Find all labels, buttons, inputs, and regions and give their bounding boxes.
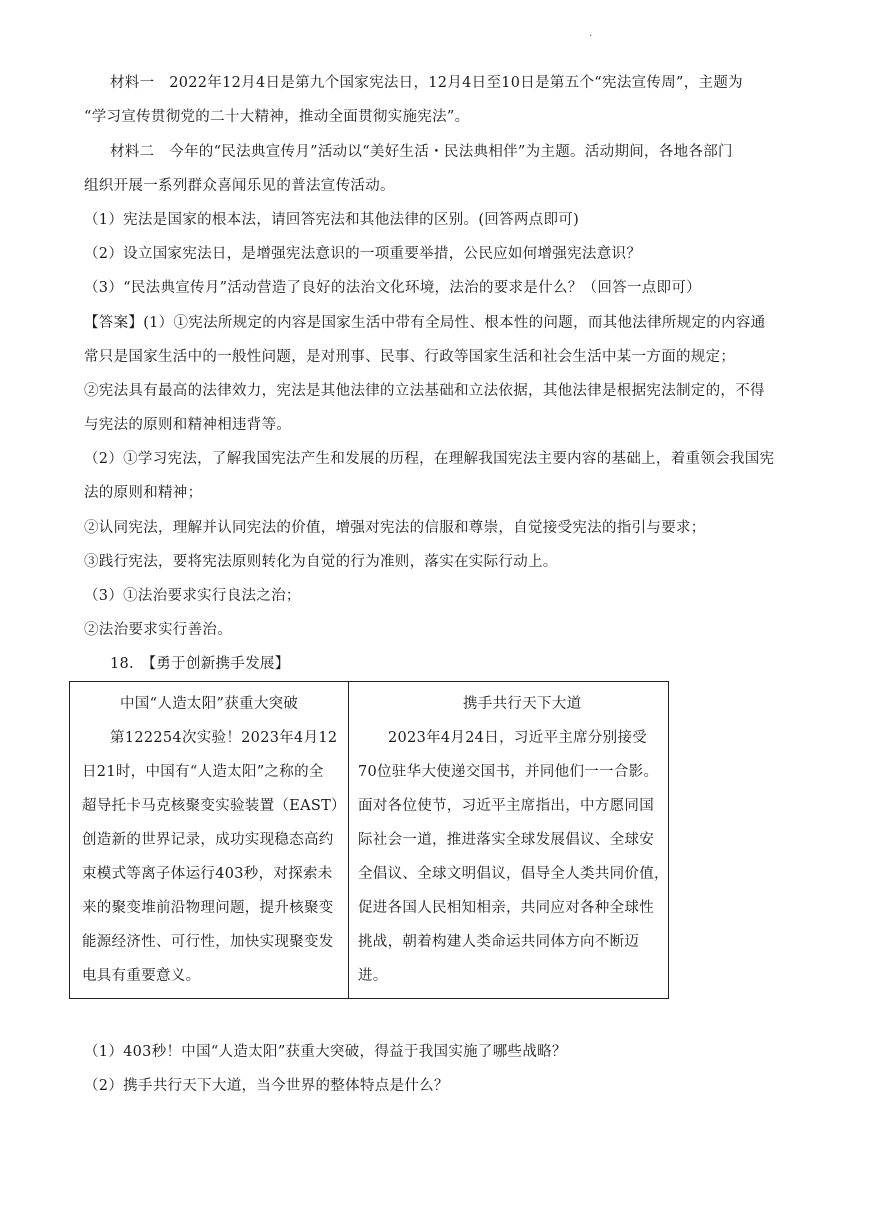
right-cell-title: 携手共行天下大道 [463, 696, 582, 712]
table-divider [348, 682, 349, 998]
answer-line: ②认同宪法，理解并认同宪法的价值，增强对宪法的信服和尊崇，自觉接受宪法的指引与要求； [84, 520, 706, 536]
q18-question: （1）403秒！中国“人造太阳”获重大突破，得益于我国实施了哪些战略？ [84, 1044, 567, 1060]
material-table [69, 681, 669, 999]
question-line: （1）宪法是国家的根本法，请回答宪法和其他法律的区别。(回答两点即可) [84, 212, 580, 228]
answer-line: ③践行宪法，要将宪法原则转化为自觉的行为准则，落实在实际行动上。 [84, 554, 558, 570]
left-cell-line: 日21时，中国有“人造太阳”之称的全 [82, 764, 324, 780]
left-cell-line: 超导托卡马克核聚变实验装置（EAST） [82, 798, 346, 814]
q18-title: 18. 【勇于创新携手发展】 [110, 656, 290, 672]
right-cell-line: 际社会一道，推进落实全球发展倡议、全球安 [358, 832, 654, 848]
answer-line: ②宪法具有最高的法律效力，宪法是其他法律的立法基础和立法依据，其他法律是根据宪法制定的，不得 [84, 383, 765, 399]
material1-line2: “学习宣传贯彻党的二十大精神，推动全面贯彻实施宪法”。 [84, 109, 470, 125]
material2-line1: 材料二 今年的“民法典宣传月”活动以“美好生活・民法典相伴”为主题。活动期间，各地各部门 [110, 144, 733, 160]
right-cell-line: 进。 [358, 968, 388, 984]
left-cell-line: 来的聚变堆前沿物理问题，提升核聚变 [82, 900, 334, 916]
right-cell-line: 挑战，朝着构建人类命运共同体方向不断迈 [358, 934, 640, 950]
question-line: （2）设立国家宪法日，是增强宪法意识的一项重要举措，公民应如何增强宪法意识？ [84, 246, 642, 262]
answer-line: （3）①法治要求实行良法之治； [84, 588, 301, 604]
answer-line: 与宪法的原则和精神相违背等。 [84, 417, 292, 433]
right-cell-line: 全倡议、全球文明倡议，倡导全人类共同价值， [358, 866, 669, 882]
answer-line: 法的原则和精神； [84, 485, 203, 501]
q18-question: （2）携手共行天下大道，当今世界的整体特点是什么？ [84, 1078, 449, 1094]
left-cell-line: 束模式等离子体运行403秒，对探索未 [82, 866, 333, 882]
right-cell-line: 70位驻华大使递交国书，并同他们一一合影。 [358, 764, 659, 780]
right-cell-line: 面对各位使节，习近平主席指出，中方愿同国 [358, 798, 654, 814]
left-cell-line: 能源经济性、可行性，加快实现聚变发 [82, 934, 334, 950]
left-cell-line: 电具有重要意义。 [82, 968, 201, 984]
answer-line: 【答案】(1）①宪法所规定的内容是国家生活中带有全局性、根本性的问题，而其他法律所规定的内容通 [84, 315, 766, 331]
question-line: （3）“民法典宣传月”活动营造了良好的法治文化环境，法治的要求是什么？（回答一点即可） [84, 280, 701, 296]
right-cell-line: 2023年4月24日，习近平主席分别接受 [388, 730, 648, 746]
material2-line2: 组织开展一系列群众喜闻乐见的普法宣传活动。 [84, 178, 395, 194]
left-cell-line: 第122254次实验！2023年4月12 [110, 730, 338, 746]
answer-line: 常只是国家生活中的一般性问题，是对刑事、民事、行政等国家生活和社会生活中某一方面的规定； [84, 349, 736, 365]
right-cell-line: 促进各国人民相知相亲，共同应对各种全球性 [358, 900, 654, 916]
answer-line: （2）①学习宪法，了解我国宪法产生和发展的历程，在理解我国宪法主要内容的基础上，着重领会我国宪 [84, 451, 775, 467]
material1-line1: 材料一 2022年12月4日是第九个国家宪法日，12月4日至10日是第五个“宪法宣传周”，主题为 [110, 75, 743, 91]
answer-line: ②法治要求实行善治。 [84, 622, 232, 638]
left-cell-title: 中国“人造太阳”获重大突破 [120, 696, 299, 712]
header-mark: . [589, 28, 593, 39]
left-cell-line: 创造新的世界记录，成功实现稳态高约 [82, 832, 334, 848]
